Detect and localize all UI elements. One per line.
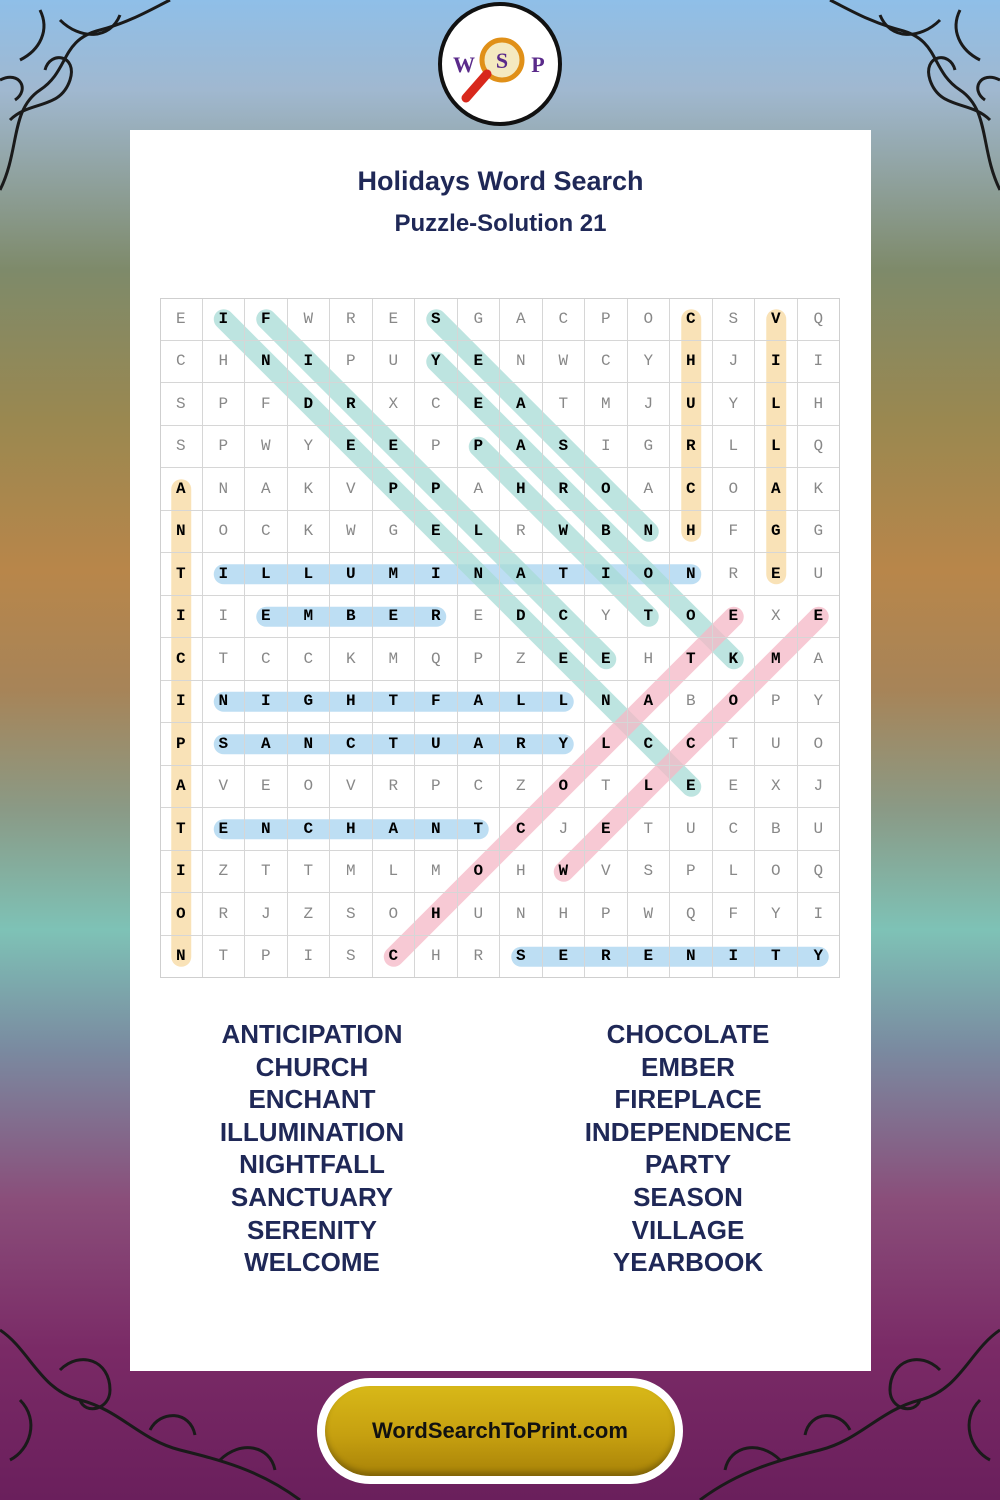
grid-cell[interactable]: I [203,298,246,341]
grid-cell[interactable]: T [713,723,756,766]
grid-cell[interactable]: J [628,383,671,426]
grid-cell[interactable]: J [245,893,288,936]
grid-cell[interactable]: N [160,936,203,979]
grid-cell[interactable]: I [203,596,246,639]
grid-cell[interactable]: P [373,468,416,511]
word-item: YEARBOOK [612,1247,764,1278]
grid-cell[interactable]: C [500,808,543,851]
grid-cell[interactable]: T [585,766,628,809]
grid-cell[interactable]: L [543,681,586,724]
grid-cell[interactable]: E [330,426,373,469]
grid-cell[interactable]: T [543,553,586,596]
grid-cell[interactable]: C [458,766,501,809]
grid-cell[interactable]: U [670,808,713,851]
word-item: SANCTUARY [230,1181,394,1212]
grid-cell[interactable]: N [585,681,628,724]
grid-cell[interactable]: U [798,808,841,851]
grid-cell[interactable]: P [755,681,798,724]
grid-cell[interactable]: S [330,893,373,936]
grid-cell[interactable]: W [543,341,586,384]
word-item: INDEPENDENCE [584,1116,792,1147]
word-list-left [152,1018,472,1279]
grid-cell[interactable]: T [288,851,331,894]
grid-cell[interactable]: H [670,511,713,554]
grid-cell[interactable]: B [670,681,713,724]
grid-cell[interactable]: E [458,596,501,639]
grid-cell[interactable]: F [713,511,756,554]
grid-cell[interactable]: H [330,681,373,724]
grid-cell[interactable]: C [543,298,586,341]
word-item: CHURCH [255,1051,369,1082]
grid-cell[interactable]: C [160,341,203,384]
grid-cell[interactable]: S [628,851,671,894]
grid-cell[interactable]: O [373,893,416,936]
grid-cell[interactable]: R [670,426,713,469]
grid-cell[interactable]: O [543,766,586,809]
grid-cell[interactable]: Y [798,681,841,724]
grid-cell[interactable]: C [713,808,756,851]
grid-cell[interactable]: A [458,468,501,511]
word-item: ENCHANT [248,1084,376,1115]
word-list-right [528,1018,848,1279]
grid-cell[interactable]: S [160,383,203,426]
grid-cell[interactable]: C [245,511,288,554]
grid-cell[interactable]: K [288,511,331,554]
grid-cell[interactable]: E [203,808,246,851]
grid-cell[interactable]: Y [543,723,586,766]
grid-cell[interactable]: M [755,638,798,681]
grid-cell[interactable]: M [330,851,373,894]
grid-cell[interactable]: I [160,681,203,724]
grid-cell[interactable]: O [713,681,756,724]
grid-cell[interactable]: Z [203,851,246,894]
grid-cell[interactable]: G [458,298,501,341]
grid-cell[interactable]: F [245,298,288,341]
grid-cell[interactable]: P [415,766,458,809]
logo-letter-s: S [495,48,509,73]
grid-cell[interactable]: H [500,851,543,894]
grid-cell[interactable]: C [288,808,331,851]
word-list [130,1018,871,1288]
grid-cell[interactable]: R [585,936,628,979]
grid-cell[interactable]: A [373,808,416,851]
grid-cell[interactable]: S [330,936,373,979]
grid-cell[interactable]: A [500,426,543,469]
grid-cell[interactable]: N [245,808,288,851]
grid-cell[interactable]: E [713,766,756,809]
grid-cell[interactable]: C [670,298,713,341]
grid-cell[interactable]: F [415,681,458,724]
grid-cell[interactable]: I [288,936,331,979]
grid-cell[interactable]: E [755,553,798,596]
grid-cell[interactable]: L [458,511,501,554]
puzzle-title: Holidays Word Search [357,166,644,196]
grid-cell[interactable]: H [670,341,713,384]
word-item: WELCOME [244,1247,380,1278]
grid-cell[interactable]: H [628,638,671,681]
grid-cell[interactable]: E [713,596,756,639]
grid-cell[interactable]: O [628,553,671,596]
site-link-button[interactable] [317,1378,683,1484]
grid-cell[interactable]: R [543,468,586,511]
grid-cell[interactable]: N [628,511,671,554]
grid-cell[interactable]: N [500,893,543,936]
grid-cell[interactable]: Z [500,766,543,809]
grid-cell[interactable]: L [713,851,756,894]
grid-cell[interactable]: I [585,426,628,469]
grid-cell[interactable]: T [245,851,288,894]
word-item: NIGHTFALL [239,1149,385,1180]
grid-cell[interactable]: M [373,638,416,681]
grid-cell[interactable]: E [373,426,416,469]
grid-cell[interactable]: A [458,681,501,724]
grid-cell[interactable]: T [203,936,246,979]
grid-cell[interactable]: I [203,553,246,596]
grid-cell[interactable]: T [543,383,586,426]
grid-cell[interactable]: H [543,893,586,936]
grid-cell[interactable]: C [373,936,416,979]
grid-cell[interactable]: I [798,341,841,384]
grid-cell[interactable]: P [203,383,246,426]
grid-cell[interactable]: L [755,426,798,469]
grid-cell[interactable]: M [373,553,416,596]
grid-cell[interactable]: A [160,468,203,511]
grid-cell[interactable]: P [585,298,628,341]
grid-cell[interactable]: E [543,638,586,681]
grid-cell[interactable]: J [798,766,841,809]
puzzle-subtitle: Puzzle-Solution 21 [394,210,607,237]
grid-cell[interactable]: I [160,851,203,894]
grid-cell[interactable]: A [755,468,798,511]
grid-cell[interactable]: P [203,426,246,469]
logo-letter-w: W [453,52,475,77]
grid-cell[interactable]: J [713,341,756,384]
grid-cell[interactable]: U [330,553,373,596]
grid-cell[interactable]: R [330,383,373,426]
grid-cell[interactable]: X [373,383,416,426]
grid-cell[interactable]: O [628,298,671,341]
grid-cell[interactable]: W [543,511,586,554]
grid-cell[interactable]: H [415,893,458,936]
grid-cell[interactable]: E [160,298,203,341]
grid-cell[interactable]: R [458,936,501,979]
grid-cell[interactable]: K [330,638,373,681]
grid-cell[interactable]: A [500,383,543,426]
grid-cell[interactable]: I [245,681,288,724]
grid-cell[interactable]: P [160,723,203,766]
grid-cell[interactable]: I [585,553,628,596]
word-item: SEASON [633,1181,743,1212]
grid-cell[interactable]: A [798,638,841,681]
grid-cell[interactable]: C [670,723,713,766]
grid-cell[interactable]: A [245,468,288,511]
logo [438,2,562,126]
grid-cell[interactable]: C [330,723,373,766]
grid-cell[interactable]: H [203,341,246,384]
grid-cell[interactable]: K [713,638,756,681]
grid-cell[interactable]: W [543,851,586,894]
grid-cell[interactable]: E [373,298,416,341]
grid-cell[interactable]: U [373,341,416,384]
grid-cell[interactable]: X [755,596,798,639]
word-item: FIREPLACE [614,1084,762,1115]
grid-cell[interactable]: P [585,893,628,936]
grid-cell[interactable]: C [415,383,458,426]
grid-cell[interactable]: G [373,511,416,554]
grid-cell[interactable]: N [203,468,246,511]
grid-cell[interactable]: R [500,723,543,766]
grid-cell[interactable]: T [373,723,416,766]
grid-cell[interactable]: B [755,808,798,851]
grid-cell[interactable]: G [288,681,331,724]
grid-cell[interactable]: E [415,511,458,554]
grid-cell[interactable]: C [543,596,586,639]
grid-cell[interactable]: S [713,298,756,341]
grid-cell[interactable]: N [458,553,501,596]
grid-cell[interactable]: T [458,808,501,851]
grid-cell[interactable]: E [245,766,288,809]
grid-cell[interactable]: Y [628,341,671,384]
grid-cell[interactable]: I [415,553,458,596]
grid-cell[interactable]: G [628,426,671,469]
grid-cell[interactable]: T [160,553,203,596]
grid-cell[interactable]: U [458,893,501,936]
grid-cell[interactable]: Y [585,596,628,639]
grid-cell[interactable]: T [628,596,671,639]
word-item: CHOCOLATE [606,1019,770,1049]
grid-cell[interactable]: O [458,851,501,894]
grid-cell[interactable]: A [245,723,288,766]
grid-cell[interactable]: B [330,596,373,639]
grid-cell[interactable]: E [458,383,501,426]
grid-cell[interactable]: N [245,341,288,384]
grid-cell[interactable]: Q [798,851,841,894]
grid-cell[interactable]: J [543,808,586,851]
grid-cell[interactable]: C [245,638,288,681]
grid-cell[interactable]: A [628,468,671,511]
grid-cell[interactable]: C [160,638,203,681]
grid-cell[interactable]: Y [288,426,331,469]
grid-cell[interactable]: P [415,468,458,511]
grid-cell[interactable]: O [670,596,713,639]
site-link-label: WordSearchToPrint.com [372,1418,628,1443]
puzzle-panel [130,130,871,1371]
grid-cell[interactable]: A [500,553,543,596]
grid-cell[interactable]: E [670,766,713,809]
grid-cell[interactable]: O [755,851,798,894]
letter-grid [160,298,840,978]
grid-cell[interactable]: C [670,468,713,511]
grid-cell[interactable]: A [160,766,203,809]
grid-cell[interactable]: O [713,468,756,511]
grid-cell[interactable]: Y [755,893,798,936]
grid-cell[interactable]: H [500,468,543,511]
grid-cell[interactable]: L [713,426,756,469]
grid-cell[interactable]: Q [798,426,841,469]
grid-cell[interactable]: A [500,298,543,341]
grid-cell[interactable]: T [755,936,798,979]
grid-cell[interactable]: A [458,723,501,766]
grid-cell[interactable]: R [330,298,373,341]
grid-cell[interactable]: L [628,766,671,809]
grid-cell[interactable]: I [288,341,331,384]
grid-cell[interactable]: V [330,766,373,809]
grid-cell[interactable]: G [755,511,798,554]
grid-cell[interactable]: W [330,511,373,554]
grid-cell[interactable]: P [458,638,501,681]
grid-cell[interactable]: F [713,893,756,936]
grid-cell[interactable]: G [798,511,841,554]
grid-cell[interactable]: O [585,468,628,511]
grid-cell[interactable]: Y [713,383,756,426]
grid-cell[interactable]: R [415,596,458,639]
grid-cell[interactable]: K [288,468,331,511]
grid-cell[interactable]: U [755,723,798,766]
word-item: SERENITY [246,1214,378,1245]
grid-cell[interactable]: S [160,426,203,469]
grid-cell[interactable]: N [160,511,203,554]
grid-cell[interactable]: M [585,383,628,426]
grid-cell[interactable]: L [245,553,288,596]
grid-cell[interactable]: W [245,426,288,469]
grid-cell[interactable]: T [628,808,671,851]
grid-cell[interactable]: E [373,596,416,639]
logo-letter-p: P [531,52,545,77]
grid-cell[interactable]: C [585,341,628,384]
grid-cell[interactable]: Y [415,341,458,384]
grid-cell[interactable]: U [670,383,713,426]
grid-cell[interactable]: L [500,681,543,724]
grid-cell[interactable]: C [288,638,331,681]
grid-cell[interactable]: S [500,936,543,979]
grid-cell[interactable]: N [288,723,331,766]
grid-cell[interactable]: R [713,553,756,596]
grid-cell[interactable]: O [160,893,203,936]
grid-cell[interactable]: Q [415,638,458,681]
grid-cell[interactable]: N [203,681,246,724]
grid-cell[interactable]: S [203,723,246,766]
grid-cell[interactable]: D [500,596,543,639]
grid-cell[interactable]: E [458,341,501,384]
grid-cell[interactable]: T [160,808,203,851]
grid-cell[interactable]: E [585,808,628,851]
grid-cell[interactable]: L [288,553,331,596]
grid-cell[interactable]: E [585,638,628,681]
grid-cell[interactable]: Q [798,298,841,341]
grid-cell[interactable]: K [798,468,841,511]
grid-cell[interactable]: C [628,723,671,766]
word-item: ILLUMINATION [219,1116,405,1147]
grid-cell[interactable]: M [288,596,331,639]
grid-cell[interactable]: M [415,851,458,894]
word-item: PARTY [644,1149,732,1180]
grid-cell[interactable]: N [415,808,458,851]
grid-cell[interactable]: U [415,723,458,766]
grid-cell[interactable]: V [330,468,373,511]
grid-cell[interactable]: Q [670,893,713,936]
grid-cell[interactable]: B [585,511,628,554]
grid-cell[interactable]: H [330,808,373,851]
grid-cell[interactable]: P [245,936,288,979]
grid-cell[interactable]: O [288,766,331,809]
grid-cell[interactable]: R [203,893,246,936]
grid-cell[interactable]: Z [288,893,331,936]
grid-cell[interactable]: I [160,596,203,639]
grid-cell[interactable]: Y [798,936,841,979]
word-item: VILLAGE [631,1214,745,1245]
grid-cell[interactable]: D [288,383,331,426]
grid-cell[interactable]: P [458,426,501,469]
site-link-inner [325,1386,675,1476]
grid-cell[interactable]: E [628,936,671,979]
grid-cell[interactable]: O [798,723,841,766]
grid-cell[interactable]: I [713,936,756,979]
word-item: EMBER [641,1051,735,1082]
grid-cell[interactable]: P [670,851,713,894]
grid-cell[interactable]: V [203,766,246,809]
grid-cell[interactable]: V [585,851,628,894]
grid-cell[interactable]: A [628,681,671,724]
grid-cell[interactable]: L [373,851,416,894]
grid-cell[interactable]: U [798,553,841,596]
grid-cell[interactable]: N [500,341,543,384]
grid-cell[interactable]: F [245,383,288,426]
grid-cell[interactable]: H [415,936,458,979]
grid-cell[interactable]: Z [500,638,543,681]
grid-cell[interactable]: T [670,638,713,681]
grid-cell[interactable]: E [543,936,586,979]
grid-cell[interactable]: W [628,893,671,936]
grid-cell[interactable]: X [755,766,798,809]
grid-cell[interactable]: T [203,638,246,681]
grid-cell[interactable]: N [670,936,713,979]
word-grid [160,298,840,978]
magnifier-icon [442,6,558,122]
grid-cell[interactable]: V [755,298,798,341]
grid-cell[interactable]: H [798,383,841,426]
grid-cell[interactable]: W [288,298,331,341]
grid-cell[interactable]: R [500,511,543,554]
grid-cell[interactable]: T [373,681,416,724]
word-item: ANTICIPATION [221,1019,403,1049]
grid-cell[interactable]: P [330,341,373,384]
grid-cell[interactable]: L [755,383,798,426]
grid-cell[interactable]: R [373,766,416,809]
grid-cell[interactable]: S [543,426,586,469]
grid-cell[interactable]: L [585,723,628,766]
grid-cell[interactable]: E [245,596,288,639]
grid-cell[interactable]: P [415,426,458,469]
grid-cell[interactable]: O [203,511,246,554]
grid-cell[interactable]: S [415,298,458,341]
grid-cell[interactable]: E [798,596,841,639]
grid-cell[interactable]: I [798,893,841,936]
grid-cell[interactable]: I [755,341,798,384]
grid-cell[interactable]: N [670,553,713,596]
